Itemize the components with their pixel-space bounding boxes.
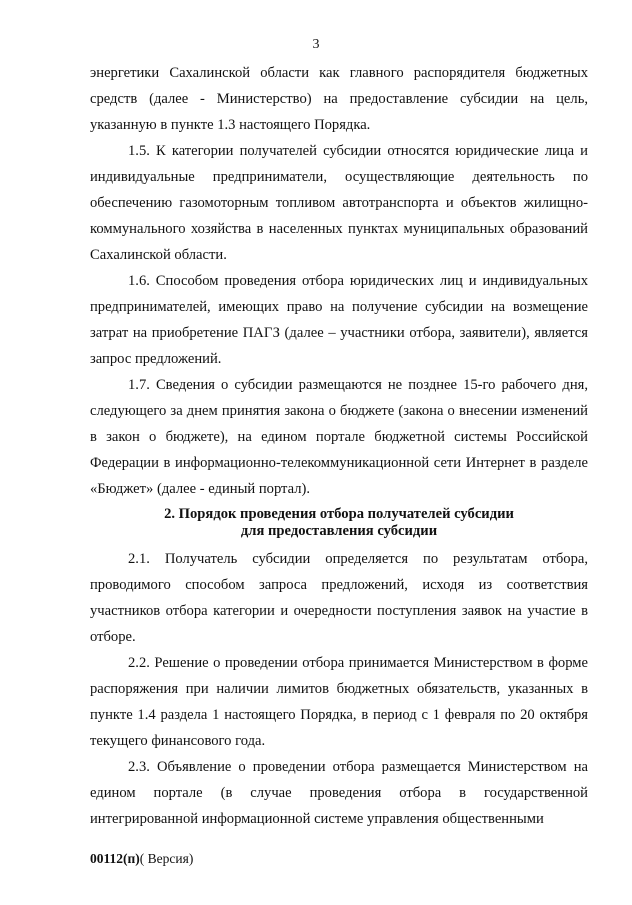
paragraph-1-5: 1.5. К категории получателей субсидии относятся юридические лица и индивидуальные предприниматели, осуществляющие деятельность по обеспечению газомоторным топливом автотранспорта и объектов жилищно-коммунального хозяйства в населенных пунктах муниципальных образований Сахалинской области.: [90, 143, 588, 263]
paragraph-continuation: энергетики Сахалинской области как главного распорядителя бюджетных средств (далее - Министерство) на предоставление субсидии на цель, указанную в пункте 1.3 настоящего Порядка.: [90, 65, 588, 133]
section-heading-line-1: 2. Порядок проведения отбора получателей субсидии: [164, 506, 514, 522]
document-body: [90, 60, 588, 832]
document-version: ( Версия): [139, 851, 194, 866]
paragraph-1-6: 1.6. Способом проведения отбора юридических лиц и индивидуальных предпринимателей, имеющих право на получение субсидии на возмещение затрат на приобретение ПАГЗ (далее – участники отбора, заявители), является запрос предложений.: [90, 273, 588, 367]
paragraph-2-3: 2.3. Объявление о проведении отбора размещается Министерством на едином портале (в случае проведения отбора в государственной интегрированной информационной системе управления общественными: [90, 759, 588, 827]
paragraph-2-1: 2.1. Получатель субсидии определяется по результатам отбора, проводимого способом запроса предложений, исходя из соответствия участников отбора категории и очередности поступления заявок на участие в отборе.: [90, 551, 588, 645]
page-number: 3: [312, 37, 320, 52]
paragraph-1-7: 1.7. Сведения о субсидии размещаются не позднее 15-го рабочего дня, следующего за днем принятия закона о бюджете (закона о внесении изменений в закон о бюджете), на едином портале бюджетной системы Российской Федерации в информационно-телекоммуникационной сети Интернет в разделе «Бюджет» (далее - единый портал).: [90, 377, 588, 497]
section-heading-line-2: для предоставления субсидии: [240, 523, 438, 539]
paragraph-2-2: 2.2. Решение о проведении отбора принимается Министерством в форме распоряжения при наличии лимитов бюджетных обязательств, указанных в пункте 1.4 раздела 1 настоящего Порядка, в период с 1 февраля по 20 октября текущего финансового года.: [90, 655, 588, 749]
document-code: 00112(п): [90, 851, 140, 866]
document-footer: [90, 851, 193, 867]
section-2-heading: [90, 506, 588, 540]
